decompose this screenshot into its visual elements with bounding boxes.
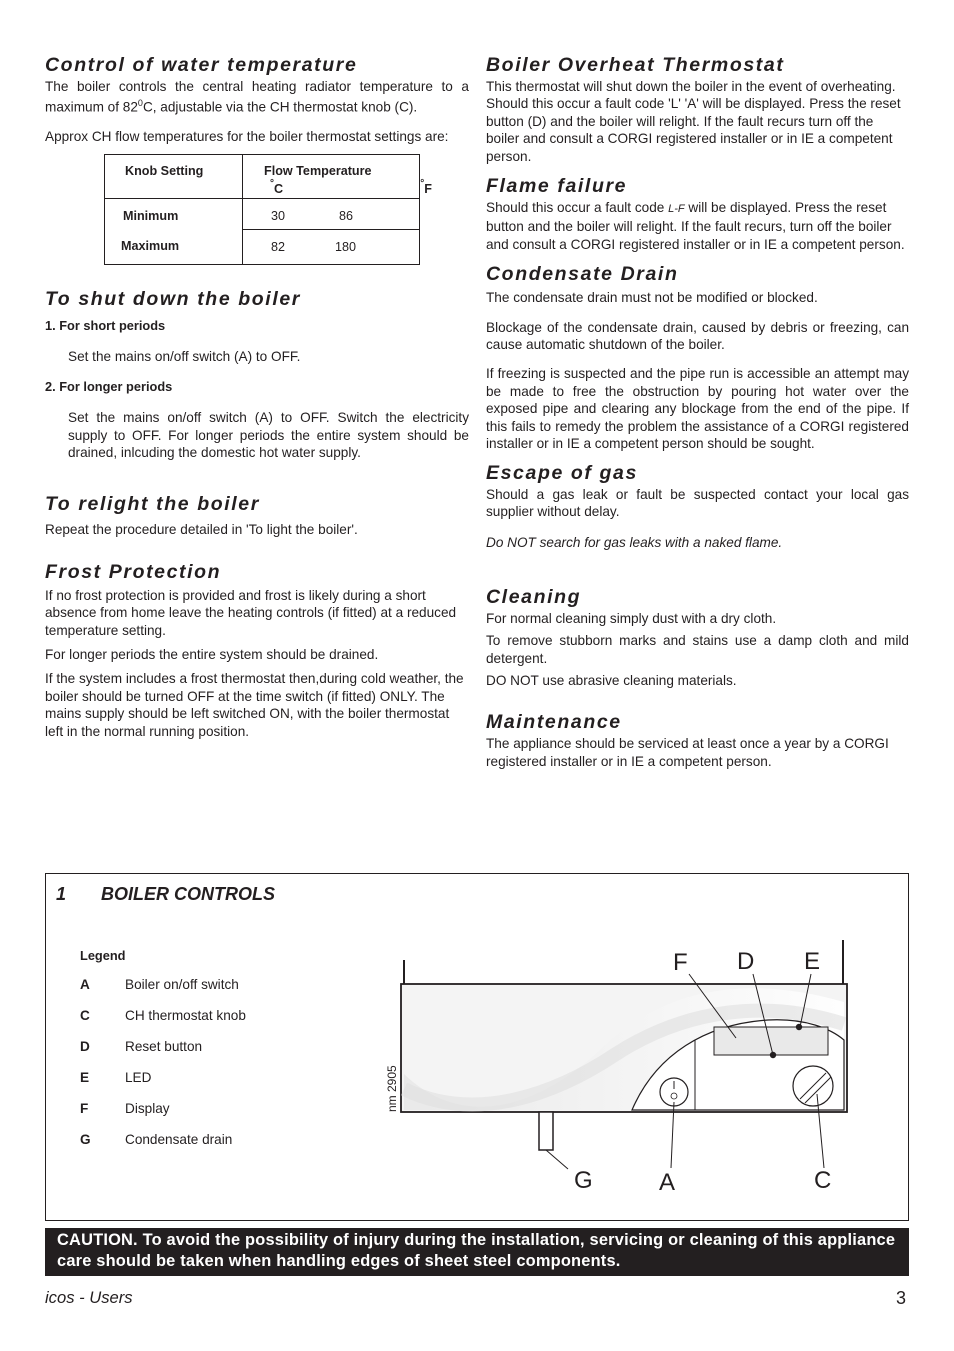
label-a: A [659, 1169, 676, 1196]
section-water-temperature [45, 52, 469, 265]
heading-water-temperature: Control of water temperature [45, 54, 358, 76]
section-shut-down [45, 286, 469, 462]
section-cleaning [486, 584, 909, 690]
paragraph: Approx CH flow temperatures for the boiler thermostat settings are: [45, 129, 449, 145]
paragraph: The condensate drain must not be modified or blocked. [486, 290, 818, 306]
unit-fahrenheit: °F [420, 177, 432, 196]
condensate-drain [539, 1112, 553, 1150]
paragraph: If freezing is suspected and the pipe run is accessible an attempt may be made to free the obstruction by pouring hot water over the exposed pipe and clearing any blockage from the end of the pipe. If this fails to remedy the problem the assistance of a CORGI registered installer or in IE a competent person should be sought. [486, 366, 909, 452]
section-maintenance [486, 709, 909, 770]
paragraph: Should a gas leak or fault be suspected contact your local gas supplier without delay. [486, 486, 909, 519]
table-row: Maximum 82 180 [105, 229, 420, 264]
unit-celsius: °C [270, 177, 284, 196]
heading-flame: Flame failure [486, 175, 628, 198]
fault-code: L-F [668, 203, 685, 216]
paragraph: Blockage of the condensate drain, caused by debris or freezing, can cause automatic shutdown of the boiler. [486, 319, 909, 353]
step-body: Set the mains on/off switch (A) to OFF. Switch the electricity supply to OFF. For longer periods the entire system should be drained, inlcuding the domestic hot water supply. [68, 410, 469, 460]
boiler-diagram [46, 874, 908, 1220]
label-f: F [673, 949, 688, 976]
legend-title: Legend [80, 948, 126, 963]
section-flame [486, 173, 909, 253]
section-relight [45, 491, 469, 538]
heading-frost: Frost Protection [45, 560, 222, 583]
legend-item: G Condensate drain [80, 1132, 233, 1147]
label-g: G [574, 1167, 593, 1194]
legend-item: F Display [80, 1101, 170, 1116]
legend-item: A Boiler on/off switch [80, 977, 239, 992]
paragraph: Repeat the procedure detailed in 'To light the boiler'. [45, 522, 358, 538]
paragraph: If the system includes a frost thermostat then,during cold weather, the boiler should be turned OFF at the time switch (if fitted) ONLY. The mains supply should be left switched ON, with the boiler thermostat left in the normal running position. [45, 671, 464, 739]
step-title: 2. For longer periods [45, 379, 173, 395]
table-header-flow: Flow Temperature °C °F [243, 154, 420, 198]
figure-reference: nm 2905 [385, 1065, 399, 1112]
heading-overheat: Boiler Overheat Thermostat [486, 54, 785, 76]
label-c: C [814, 1167, 832, 1194]
heading-shut-down: To shut down the boiler [45, 287, 301, 310]
page-number: 3 [896, 1288, 907, 1308]
paragraph: If no frost protection is provided and frost is likely during a short absence from home leave the heating controls (if fitted) at a reduced temperature setting. [45, 587, 457, 638]
step-title: 1. For short periods [45, 317, 166, 333]
legend-item: C CH thermostat knob [80, 1008, 246, 1023]
temperature-table [104, 154, 432, 265]
paragraph: The boiler controls the central heating radiator temperature to a maximum of $82^0C$, adjustable via the CH thermostat knob (C). [45, 79, 469, 115]
left-column [45, 52, 469, 740]
figure-boiler-controls [45, 873, 909, 1221]
section-condensate [486, 261, 909, 452]
paragraph: DO NOT use abrasive cleaning materials. [486, 672, 737, 688]
paragraph: For normal cleaning simply dust with a dry cloth. [486, 610, 777, 626]
paragraph: This thermostat will shut down the boiler in the event of overheating. Should this occur a fault code 'L' 'A' will be displayed. Press the reset button (D) and the boiler will relight. If the fault recurs turn off the boiler and consult a CORGI registered installer or in IE a competent person. [486, 79, 901, 164]
legend-item: D Reset button [80, 1039, 203, 1054]
step-body: Set the mains on/off switch (A) to OFF. [68, 348, 301, 364]
section-gas [486, 460, 909, 552]
heading-maintenance: Maintenance [486, 711, 622, 734]
paragraph: For longer periods the entire system should be drained. [45, 647, 379, 662]
footer-title: icos - Users [45, 1288, 133, 1307]
section-frost [45, 559, 469, 740]
led [796, 1024, 802, 1030]
legend-item: E LED [80, 1070, 152, 1085]
heading-gas: Escape of gas [486, 461, 638, 484]
heading-relight: To relight the boiler [45, 493, 260, 516]
heading-cleaning: Cleaning [486, 585, 582, 608]
table-header-knob: Knob Setting [105, 154, 243, 198]
paragraph: The appliance should be serviced at least once a year by a CORGI registered installer or in IE a competent person. [486, 736, 889, 769]
label-d: D [737, 948, 755, 975]
figure-title: 1 BOILER CONTROLS [56, 884, 275, 904]
caution-banner: CAUTION. To avoid the possibility of injury during the installation, servicing or cleaning of this appliance care should be taken when handling edges of sheet steel components. [45, 1228, 909, 1276]
paragraph: Should this occur a fault code L-F will be displayed. Press the reset button and the boiler will relight. If the fault recurs, turn off the boiler and consult a CORGI registered installer or in IE a competent person. [486, 200, 905, 252]
right-column [486, 52, 909, 770]
section-overheat [486, 52, 909, 165]
label-e: E [804, 948, 821, 975]
warning-text: Do NOT search for gas leaks with a naked flame. [486, 535, 783, 551]
heading-condensate: Condensate Drain [486, 263, 679, 286]
paragraph: To remove stubborn marks and stains use a damp cloth and mild detergent. [486, 633, 909, 666]
table-row: Minimum 30 86 [105, 198, 420, 229]
